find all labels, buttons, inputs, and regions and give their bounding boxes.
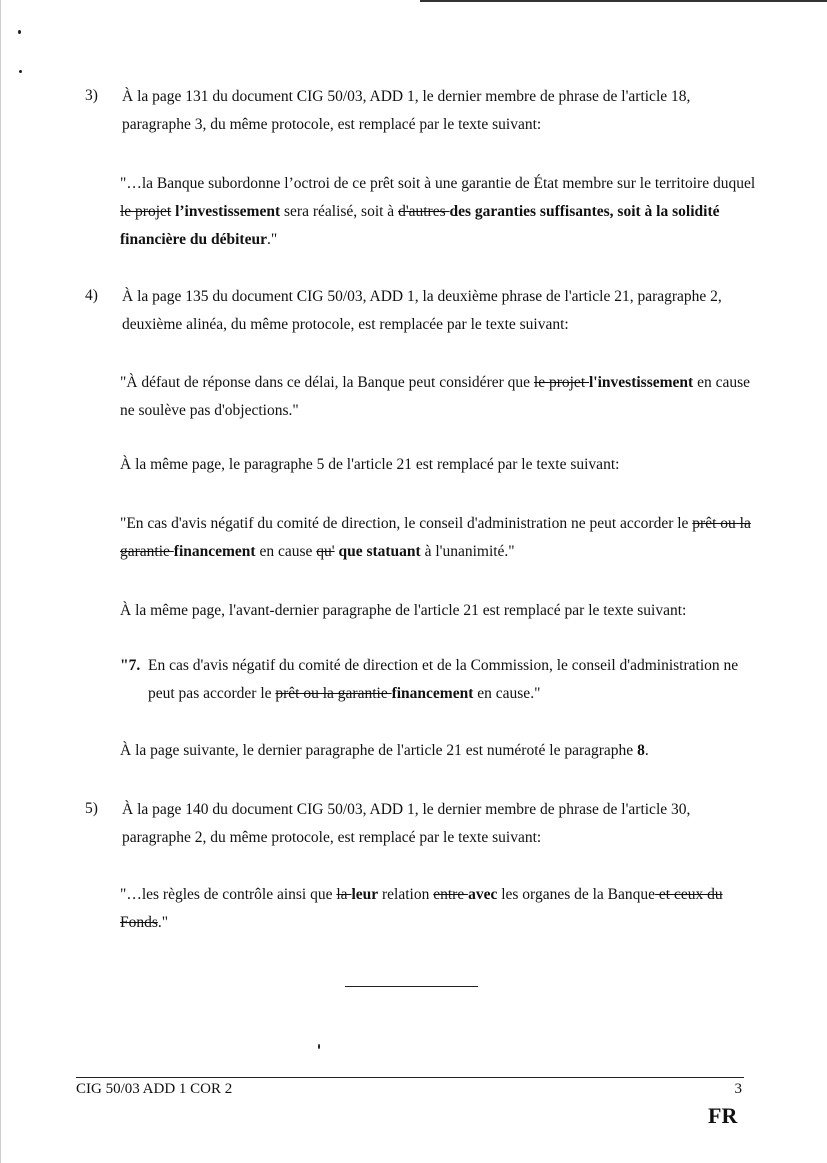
deleted-text: d'autres	[398, 203, 450, 220]
inserted-text: avec	[468, 886, 498, 903]
section-separator	[345, 986, 478, 987]
inserted-text: financement	[173, 543, 256, 560]
inserted-text: l'investissement	[589, 374, 694, 391]
quoted-text: "À défaut de réponse dans ce délai, la Banque peut considérer que le projet l'investissement en cause ne soulève pas d'objections."	[120, 374, 750, 419]
item-intro: À la page 135 du document CIG 50/03, ADD 1, la deuxième phrase de l'article 21, paragraphe 2, deuxième alinéa, du même protocole, est remplacée par le texte suivant:	[122, 288, 722, 333]
deleted-text: la	[336, 886, 352, 903]
language-code: FR	[708, 1103, 738, 1128]
scan-speck	[18, 30, 21, 34]
item-number: 5)	[85, 800, 98, 817]
deleted-text: prêt ou la garantie	[120, 515, 751, 560]
quoted-text: En cas d'avis négatif du comité de direction et de la Commission, le conseil d'administration ne peut pas accorder le prêt ou la garantie financement en cause."	[148, 657, 739, 702]
inserted-text: que statuant	[334, 543, 421, 560]
footer-rule	[76, 1077, 744, 1078]
deleted-text: qu'	[316, 543, 335, 560]
scan-speck	[19, 70, 22, 73]
item-intro: À la page 131 du document CIG 50/03, ADD 1, le dernier membre de phrase de l'article 18, paragraphe 3, du même protocole, est remplacé par le texte suivant:	[122, 88, 691, 133]
quoted-text: "En cas d'avis négatif du comité de direction, le conseil d'administration ne peut accorder le prêt ou la garantie financement en cause qu' que statuant à l'unanimité."	[120, 515, 751, 560]
inserted-text: leur	[351, 886, 379, 903]
item-number: 4)	[85, 287, 98, 304]
inserted-text: des garanties suffisantes, soit à la solidité financière du débiteur	[120, 203, 720, 248]
document-reference: CIG 50/03 ADD 1 COR 2	[76, 1081, 233, 1097]
deleted-text: prêt ou la garantie	[275, 685, 392, 702]
quoted-text: "…la Banque subordonne l’octroi de ce prêt soit à une garantie de État membre sur le territoire duquel le projet l’investissement sera réalisé, soit à d'autres des garanties suffisantes, soit à la solidité financière du débiteur."	[120, 175, 756, 248]
paragraph: À la même page, le paragraphe 5 de l'article 21 est remplacé par le texte suivant:	[120, 456, 620, 473]
deleted-text: et ceux du Fonds	[120, 886, 723, 931]
left-scan-edge	[0, 0, 1, 1163]
paragraph: À la même page, l'avant-dernier paragraphe de l'article 21 est remplacé par le texte suivant:	[120, 602, 687, 619]
paragraph-number: "7.	[120, 657, 141, 674]
quoted-text: "…les règles de contrôle ainsi que la leur relation entre avec les organes de la Banque et ceux du Fonds."	[120, 886, 723, 931]
paragraph: À la page suivante, le dernier paragraphe de l'article 21 est numéroté le paragraphe 8.	[120, 742, 649, 759]
deleted-text: le projet	[120, 203, 172, 220]
top-edge-line	[420, 0, 827, 2]
inserted-text: financement	[391, 685, 474, 702]
inserted-text: l’investissement	[171, 203, 281, 220]
item-number: 3)	[85, 87, 98, 104]
scan-speck	[318, 1044, 320, 1049]
page-number: 3	[734, 1081, 742, 1097]
deleted-text: le projet	[533, 374, 589, 391]
deleted-text: entre	[433, 886, 469, 903]
item-intro: À la page 140 du document CIG 50/03, ADD 1, le dernier membre de phrase de l'article 30, paragraphe 2, du même protocole, est remplacé par le texte suivant:	[122, 801, 691, 846]
